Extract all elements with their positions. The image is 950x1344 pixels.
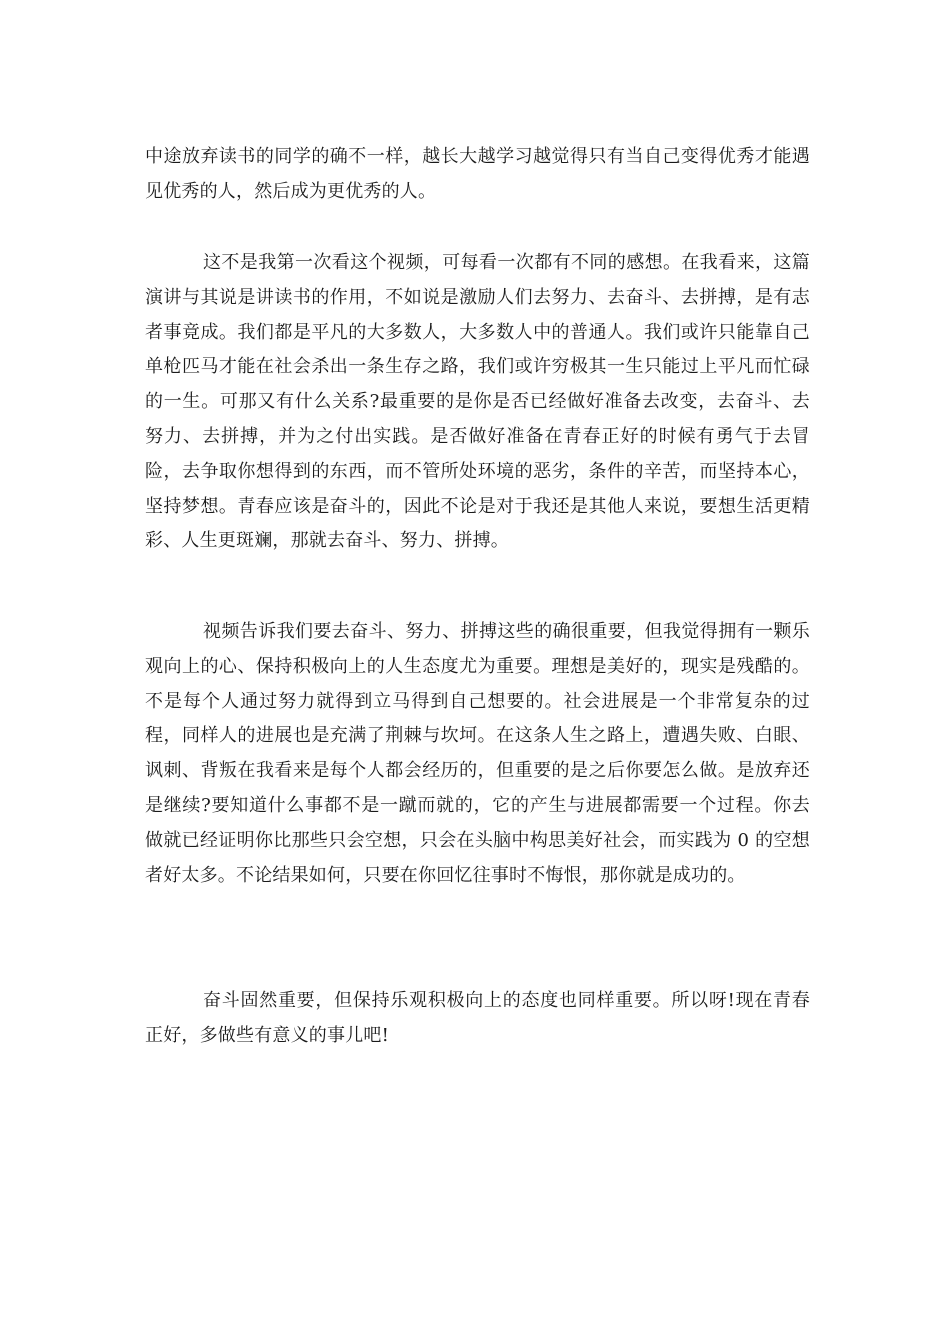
paragraph-optimistic-attitude: 视频告诉我们要去奋斗、努力、拼搏这些的确很重要，但我觉得拥有一颗乐观向上的心、保持积极向上的人生态度尤为重要。理想是美好的，现实是残酷的。不是每个人通过努力就得到立马得到自己想要的。社会进展是一个非常复杂的过程，同样人的进展也是充满了荆棘与坎坷。在这条人生之路上，遭遇失败、白眼、讽刺、背叛在我看来是每个人都会经历的，但重要的是之后你要怎么做。是放弃还是继续?要知道什么事都不是一蹴而就的，它的产生与进展都需要一个过程。你去做就已经证明你比那些只会空想，只会在头脑中构思美好社会，而实践为 0 的空想者好太多。不论结果如何，只要在你回忆往事时不悔恨，那你就是成功的。 (145, 621, 810, 886)
paragraph-conclusion: 奋斗固然重要，但保持乐观积极向上的态度也同样重要。所以呀!现在青春正好，多做些有意义的事儿吧! (145, 990, 810, 1046)
paragraph-continuation: 中途放弃读书的同学的确不一样，越长大越学习越觉得只有当自己变得优秀才能遇见优秀的人，然后成为更优秀的人。 (145, 146, 810, 202)
paragraph-reflection-on-video: 这不是我第一次看这个视频，可每看一次都有不同的感想。在我看来，这篇演讲与其说是讲读书的作用，不如说是激励人们去努力、去奋斗、去拼搏，是有志者事竟成。我们都是平凡的大多数人，大多数人中的普通人。我们或许只能靠自己单枪匹马才能在社会杀出一条生存之路，我们或许穷极其一生只能过上平凡而忙碌的一生。可那又有什么关系?最重要的是你是否已经做好准备去改变，去奋斗、去努力、去拼搏，并为之付出实践。是否做好准备在青春正好的时候有勇气于去冒险，去争取你想得到的东西，而不管所处环境的恶劣，条件的辛苦，而坚持本心，坚持梦想。青春应该是奋斗的，因此不论是对于我还是其他人来说，要想生活更精彩、人生更斑斓，那就去奋斗、努力、拼搏。 (145, 252, 810, 552)
